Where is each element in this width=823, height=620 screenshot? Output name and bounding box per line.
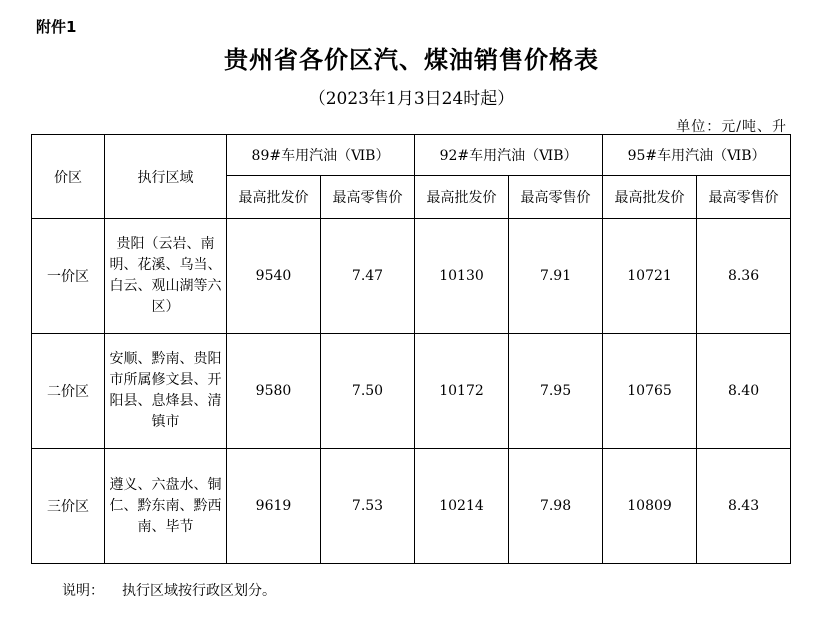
price-table — [31, 134, 791, 564]
table-row — [32, 334, 791, 449]
area-cell: 贵阳（云岩、南明、花溪、乌当、白云、观山湖等六区） — [105, 219, 227, 334]
area-cell: 安顺、黔南、贵阳市所属修文县、开阳县、息烽县、清镇市 — [105, 334, 227, 449]
p89-wholesale-cell: 9619 — [227, 449, 321, 564]
header-wholesale: 最高批发价 — [415, 176, 509, 219]
p92-retail-cell: 7.91 — [509, 219, 603, 334]
document-title: 贵州省各价区汽、煤油销售价格表 — [224, 46, 599, 74]
footnote-text: 执行区域按行政区划分。 — [122, 583, 276, 599]
p95-retail-cell: 8.36 — [697, 219, 791, 334]
header-fuel-92: 92#车用汽油（ⅥB） — [415, 135, 603, 176]
p89-retail-cell: 7.47 — [321, 219, 415, 334]
header-fuel-89: 89#车用汽油（ⅥB） — [227, 135, 415, 176]
p95-wholesale-cell: 10765 — [603, 334, 697, 449]
table-row — [32, 449, 791, 564]
annex-label: 附件1 — [36, 18, 77, 36]
unit-label: 单位：元/吨、升 — [676, 119, 787, 135]
header-zone: 价区 — [32, 135, 105, 219]
p89-retail-cell: 7.53 — [321, 449, 415, 564]
header-wholesale: 最高批发价 — [227, 176, 321, 219]
area-cell: 遵义、六盘水、铜仁、黔东南、黔西南、毕节 — [105, 449, 227, 564]
header-retail: 最高零售价 — [697, 176, 791, 219]
header-wholesale: 最高批发价 — [603, 176, 697, 219]
header-area: 执行区域 — [105, 135, 227, 219]
p89-wholesale-cell: 9540 — [227, 219, 321, 334]
p92-retail-cell: 7.95 — [509, 334, 603, 449]
effective-date: （2023年1月3日24时起） — [308, 89, 515, 109]
table-row — [32, 219, 791, 334]
p95-wholesale-cell: 10721 — [603, 219, 697, 334]
p92-retail-cell: 7.98 — [509, 449, 603, 564]
p92-wholesale-cell: 10172 — [415, 334, 509, 449]
zone-cell: 三价区 — [32, 449, 105, 564]
p95-retail-cell: 8.40 — [697, 334, 791, 449]
zone-cell: 二价区 — [32, 334, 105, 449]
p89-wholesale-cell: 9580 — [227, 334, 321, 449]
p92-wholesale-cell: 10214 — [415, 449, 509, 564]
footnote — [62, 580, 276, 600]
header-fuel-95: 95#车用汽油（ⅥB） — [603, 135, 791, 176]
p92-wholesale-cell: 10130 — [415, 219, 509, 334]
p89-retail-cell: 7.50 — [321, 334, 415, 449]
zone-cell: 一价区 — [32, 219, 105, 334]
header-retail: 最高零售价 — [509, 176, 603, 219]
p95-retail-cell: 8.43 — [697, 449, 791, 564]
header-retail: 最高零售价 — [321, 176, 415, 219]
header-row-fuels — [32, 135, 791, 176]
footnote-label: 说明： — [62, 583, 104, 599]
p95-wholesale-cell: 10809 — [603, 449, 697, 564]
